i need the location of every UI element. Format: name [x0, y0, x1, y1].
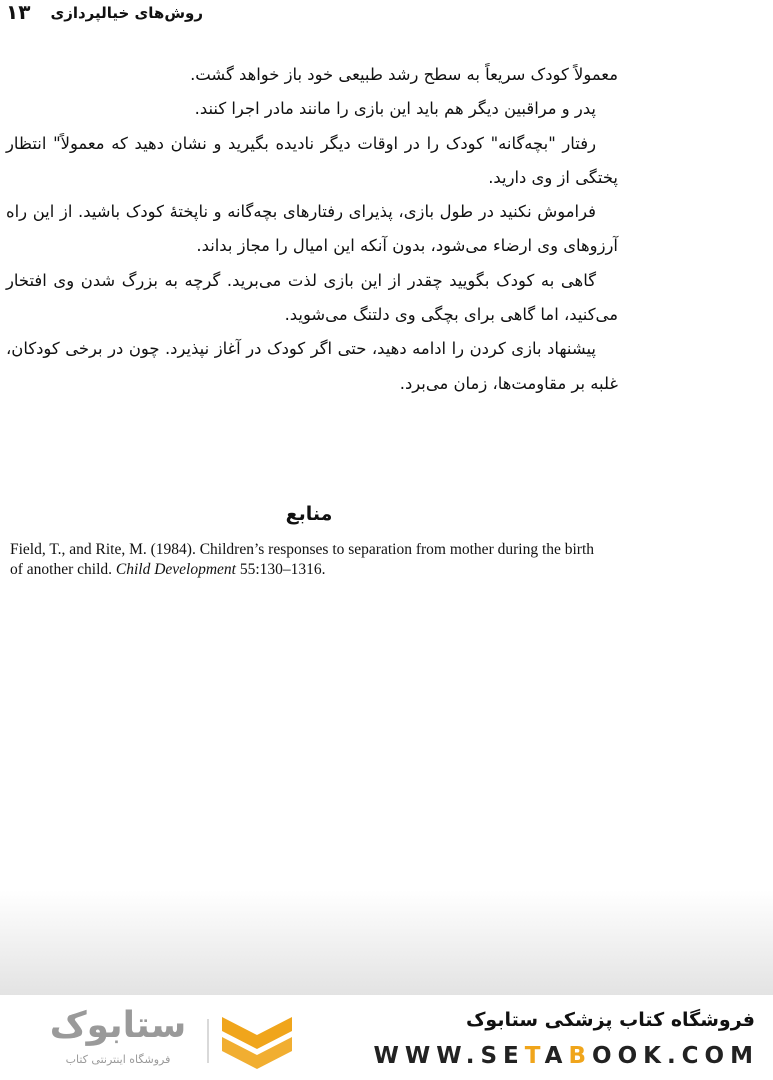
journal-title: Child Development	[115, 561, 236, 578]
url-b-accent: B	[568, 1043, 593, 1069]
page-number: ۱۳	[6, 0, 31, 24]
reference-entry	[10, 540, 610, 580]
url-prefix: WWW.	[373, 1043, 481, 1069]
paragraph-6: پیشنهاد بازی کردن را ادامه دهید، حتی اگر کودک در آغاز نپذیرد. چون در برخی کودکان، غلبه بر مقاومت‌ها، زمان می‌برد.	[6, 339, 618, 393]
running-title: روش‌های خیالپردازی	[50, 4, 203, 22]
url-a: A	[544, 1043, 569, 1069]
footer-banner	[0, 995, 773, 1080]
reference-pages: 55:130–1316.	[236, 561, 326, 578]
footer-shade	[0, 890, 773, 995]
paragraph-4: فراموش نکنید در طول بازی، پذیرای رفتارهای بچه‌گانه و ناپختهٔ کودک باشید. از این راه آرزوهای وی ارضاء می‌شود، بدون آنکه این امیال را مجاز بداند.	[6, 202, 618, 256]
reference-text: Field, T., and Rite, M. (1984). Children’s responses to separation from mother during the birth of another child.	[10, 541, 595, 578]
body-text	[6, 58, 618, 401]
store-name: فروشگاه کتاب پزشکی ستابوک	[465, 1009, 755, 1031]
paragraph-3: رفتار "بچه‌گانه" کودک را در اوقات دیگر نادیده بگیرید و نشان دهید که معمولاً" انتظار پختگی از وی دارید.	[6, 133, 618, 187]
paragraph-2: پدر و مراقبین دیگر هم باید این بازی را مانند مادر اجرا کنند.	[194, 99, 596, 119]
logo-divider	[207, 1019, 209, 1063]
url-se: SE	[480, 1043, 525, 1069]
url-t-accent: T	[524, 1043, 545, 1069]
logo-tagline: فروشگاه اینترنتی کتاب	[65, 1053, 171, 1066]
page-header	[0, 0, 773, 34]
store-url[interactable]	[374, 1043, 760, 1069]
chevron-logo-icon	[220, 1013, 294, 1077]
references-heading: منابع	[285, 503, 333, 525]
paragraph-1: معمولاً کودک سریعاً به سطح رشد طبیعی خود باز خواهد گشت.	[190, 65, 618, 84]
paragraph-5: گاهی به کودک بگویید چقدر از این بازی لذت می‌برید. گرچه به بزرگ شدن وی افتخار می‌کنید، اما گاهی برای بچگی وی دلتنگ می‌شوید.	[6, 270, 618, 325]
logo-wordmark: ستابوک	[49, 1005, 187, 1046]
url-suffix: OOK.COM	[592, 1043, 759, 1069]
